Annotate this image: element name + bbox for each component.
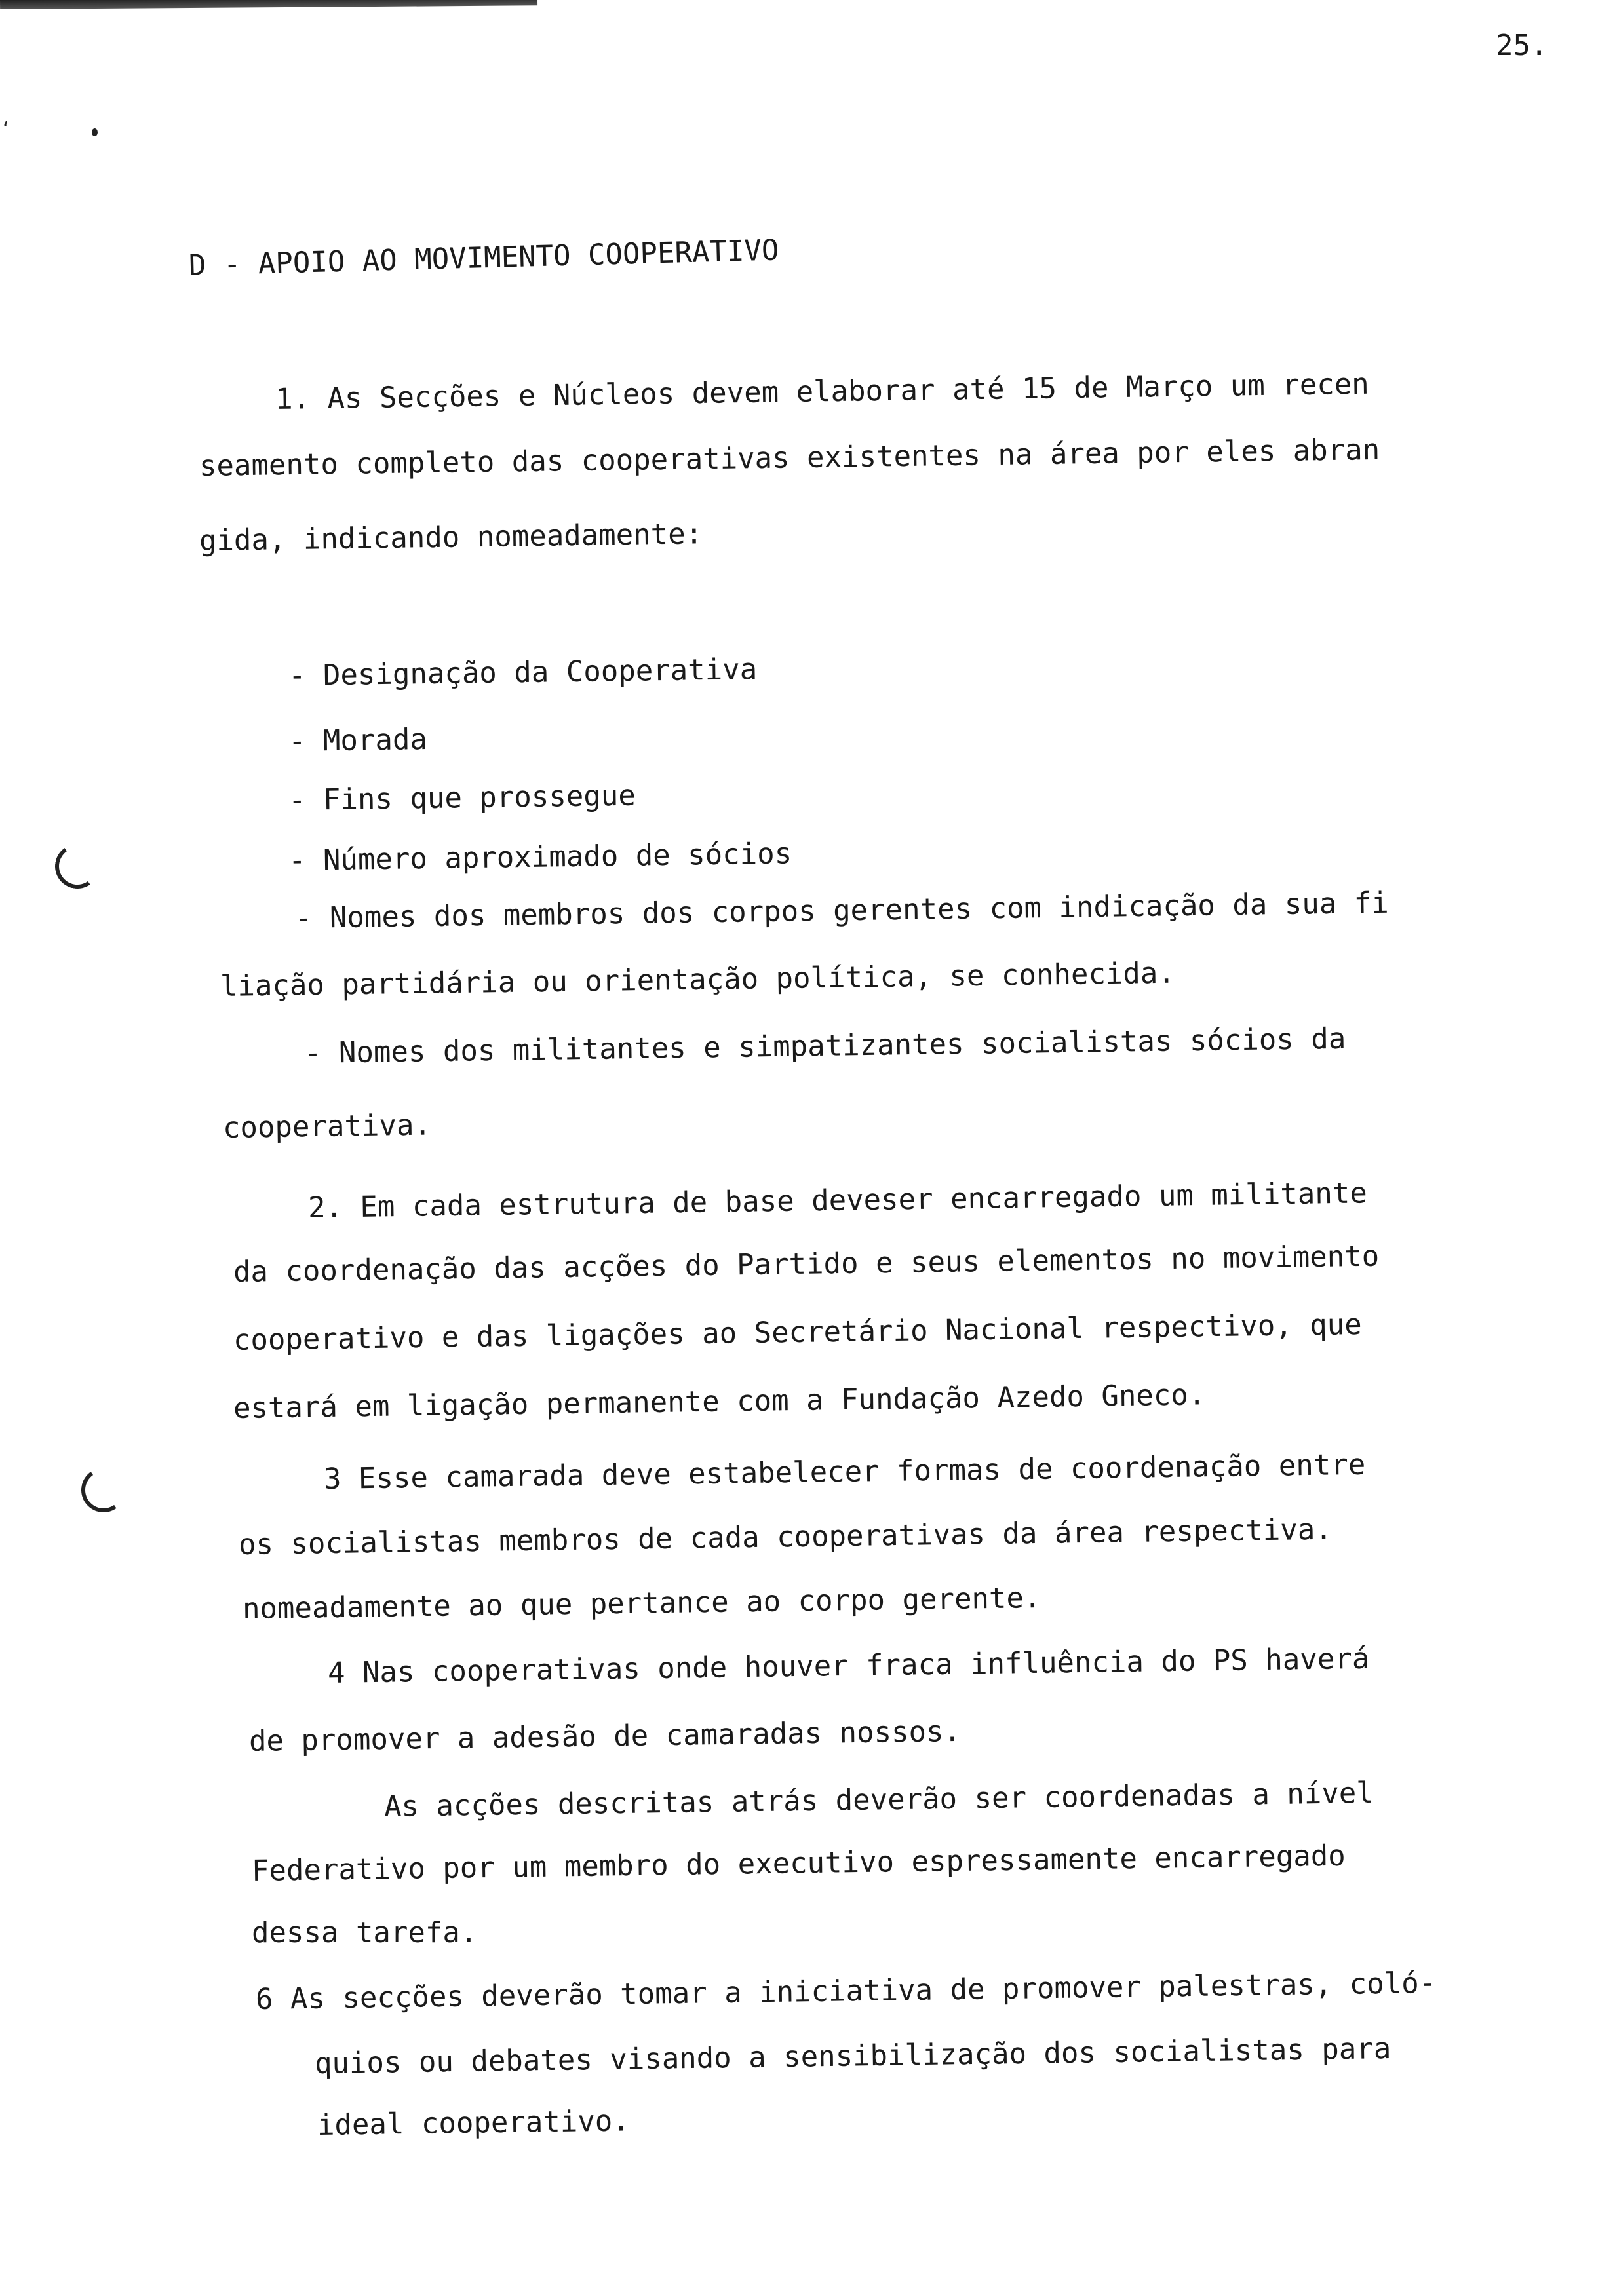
list-item-militants-line-1: - Nomes dos militantes e simpatizantes socialistas sócios da bbox=[303, 1022, 1346, 1070]
paragraph-5-line-1: As acções descritas atrás deverão ser coordenadas a nível bbox=[383, 1776, 1374, 1824]
paragraph-4-line-1: 4 Nas cooperativas onde houver fraca influência do PS haverá bbox=[327, 1641, 1370, 1690]
list-item-purposes: - Fins que prossegue bbox=[288, 778, 636, 817]
list-item-members-count: - Número aproximado de sócios bbox=[288, 837, 792, 877]
section-heading: D - APOIO AO MOVIMENTO COOPERATIVO bbox=[188, 233, 780, 282]
scan-top-edge bbox=[0, 0, 537, 9]
paragraph-1-line-1: 1. As Secções e Núcleos devem elaborar até 15 de Março um recen bbox=[275, 367, 1370, 416]
list-item-designation: - Designação da Cooperativa bbox=[288, 653, 758, 693]
paragraph-6-line-1: 6 As secções deverão tomar a iniciativa de promover palestras, coló- bbox=[255, 1966, 1437, 2016]
paragraph-6-line-2: quios ou debates visando a sensibilização dos socialistas para bbox=[314, 2032, 1391, 2080]
list-item-managers-line-2: liação partidária ou orientação política, se conhecida. bbox=[220, 956, 1176, 1003]
paragraph-5-line-3: dessa tarefa. bbox=[252, 1916, 478, 1949]
paragraph-6-line-3: ideal cooperativo. bbox=[317, 2104, 631, 2142]
scan-speck: ʻ bbox=[3, 118, 9, 141]
paragraph-1-line-2: seamento completo das cooperativas existentes na área por eles abran bbox=[199, 432, 1380, 483]
punch-hole-mark-upper bbox=[52, 841, 104, 892]
paragraph-4-line-2: de promover a adesão de camaradas nossos. bbox=[248, 1714, 962, 1758]
list-item-militants-line-2: cooperativa. bbox=[222, 1108, 432, 1145]
paragraph-2-line-3: cooperativo e das ligações ao Secretário Nacional respectivo, que bbox=[233, 1307, 1363, 1357]
list-item-address: - Morada bbox=[288, 723, 428, 758]
page-number: 25. bbox=[1496, 29, 1548, 62]
paragraph-1-line-3: gida, indicando nomeadamente: bbox=[199, 517, 703, 558]
paragraph-5-line-2: Federativo por um membro do executivo espressamente encarregado bbox=[251, 1839, 1346, 1888]
paragraph-3-line-3: nomeadamente ao que pertance ao corpo gerente. bbox=[242, 1580, 1041, 1626]
paragraph-2-line-1: 2. Em cada estrutura de base deveser encarregado um militante bbox=[307, 1176, 1368, 1225]
paragraph-3-line-2: os socialistas membros de cada cooperativas da área respectiva. bbox=[238, 1512, 1333, 1561]
scan-dot bbox=[92, 128, 98, 136]
punch-hole-mark-lower bbox=[78, 1464, 130, 1516]
list-item-managers-line-1: - Nomes dos membros dos corpos gerentes com indicação da sua fi bbox=[294, 886, 1390, 935]
paragraph-2-line-2: da coordenação das acções do Partido e seus elementos no movimento bbox=[233, 1239, 1380, 1289]
paragraph-3-line-1: 3 Esse camarada deve estabelecer formas de coordenação entre bbox=[323, 1447, 1366, 1496]
paragraph-2-line-4: estará em ligação permanente com a Fundação Azedo Gneco. bbox=[233, 1378, 1206, 1425]
